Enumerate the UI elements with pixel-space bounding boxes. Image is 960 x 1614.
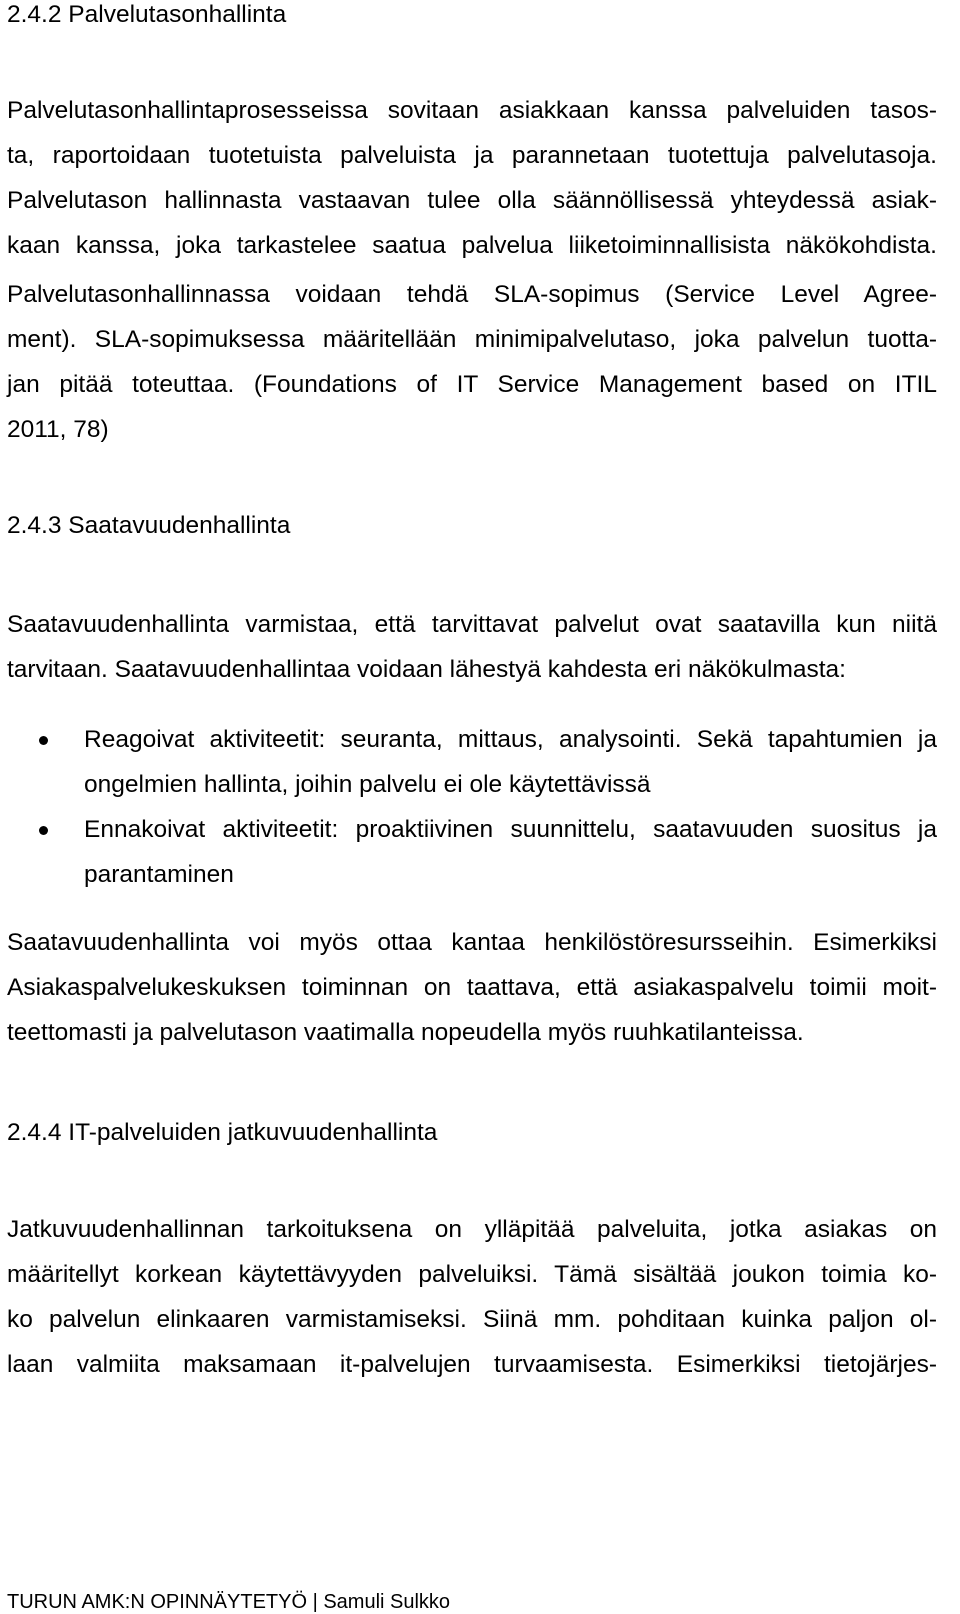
paragraph-line: jan pitää toteuttaa. (Foundations of IT Service Management based on ITIL xyxy=(7,371,937,398)
paragraph-line: Palvelutasonhallintaprosesseissa sovitaan asiakkaan kanssa palveluiden tasos- xyxy=(7,97,937,124)
paragraph-line: kaan kanssa, joka tarkastelee saatua palvelua liiketoiminnallisista näkökohdista. xyxy=(7,232,937,259)
paragraph-line: ta, raportoidaan tuotetuista palveluista ja parannetaan tuotettuja palvelutasoja. xyxy=(7,142,937,169)
paragraph-line: Palvelutason hallinnasta vastaavan tulee olla säännöllisessä yhteydessä asiak- xyxy=(7,187,937,214)
heading-2-4-4: 2.4.4 IT-palveluiden jatkuvuudenhallinta xyxy=(7,1119,438,1146)
paragraph-line: Saatavuudenhallinta varmistaa, että tarvittavat palvelut ovat saatavilla kun niitä xyxy=(7,611,937,638)
list-item-line: Reagoivat aktiviteetit: seuranta, mittaus, analysointi. Sekä tapahtumien ja xyxy=(84,726,937,753)
paragraph-line: Palvelutasonhallinnassa voidaan tehdä SLA-sopimus (Service Level Agree- xyxy=(7,281,937,308)
list-item-line: parantaminen xyxy=(84,861,234,888)
paragraph-line: määritellyt korkean käytettävyyden palveluiksi. Tämä sisältää joukon toimia ko- xyxy=(7,1261,937,1288)
paragraph-line: teettomasti ja palvelutason vaatimalla nopeudella myös ruuhkatilanteissa. xyxy=(7,1019,804,1046)
list-item-line: Ennakoivat aktiviteetit: proaktiivinen suunnittelu, saatavuuden suositus ja xyxy=(84,816,937,843)
bullet-icon xyxy=(39,736,48,745)
paragraph-line: Saatavuudenhallinta voi myös ottaa kantaa henkilöstöresursseihin. Esimerkiksi xyxy=(7,929,937,956)
paragraph-line: ko palvelun elinkaaren varmistamiseksi. Siinä mm. pohditaan kuinka paljon ol- xyxy=(7,1306,937,1333)
bullet-icon xyxy=(39,826,48,835)
paragraph-line: laan valmiita maksamaan it-palvelujen turvaamisesta. Esimerkiksi tietojärjes- xyxy=(7,1351,937,1378)
heading-2-4-3: 2.4.3 Saatavuudenhallinta xyxy=(7,512,291,539)
paragraph-line: Asiakaspalvelukeskuksen toiminnan on taattava, että asiakaspalvelu toimii moit- xyxy=(7,974,937,1001)
page-footer: TURUN AMK:N OPINNÄYTETYÖ | Samuli Sulkko xyxy=(7,1591,451,1613)
list-item-line: ongelmien hallinta, joihin palvelu ei ole käytettävissä xyxy=(84,771,651,798)
paragraph-line: ment). SLA-sopimuksessa määritellään minimipalvelutaso, joka palvelun tuotta- xyxy=(7,326,937,353)
heading-2-4-2: 2.4.2 Palvelutasonhallinta xyxy=(7,1,287,28)
paragraph-line: Jatkuvuudenhallinnan tarkoituksena on ylläpitää palveluita, jotka asiakas on xyxy=(7,1216,937,1243)
paragraph-line: tarvitaan. Saatavuudenhallintaa voidaan lähestyä kahdesta eri näkökulmasta: xyxy=(7,656,846,683)
paragraph-line: 2011, 78) xyxy=(7,416,109,443)
